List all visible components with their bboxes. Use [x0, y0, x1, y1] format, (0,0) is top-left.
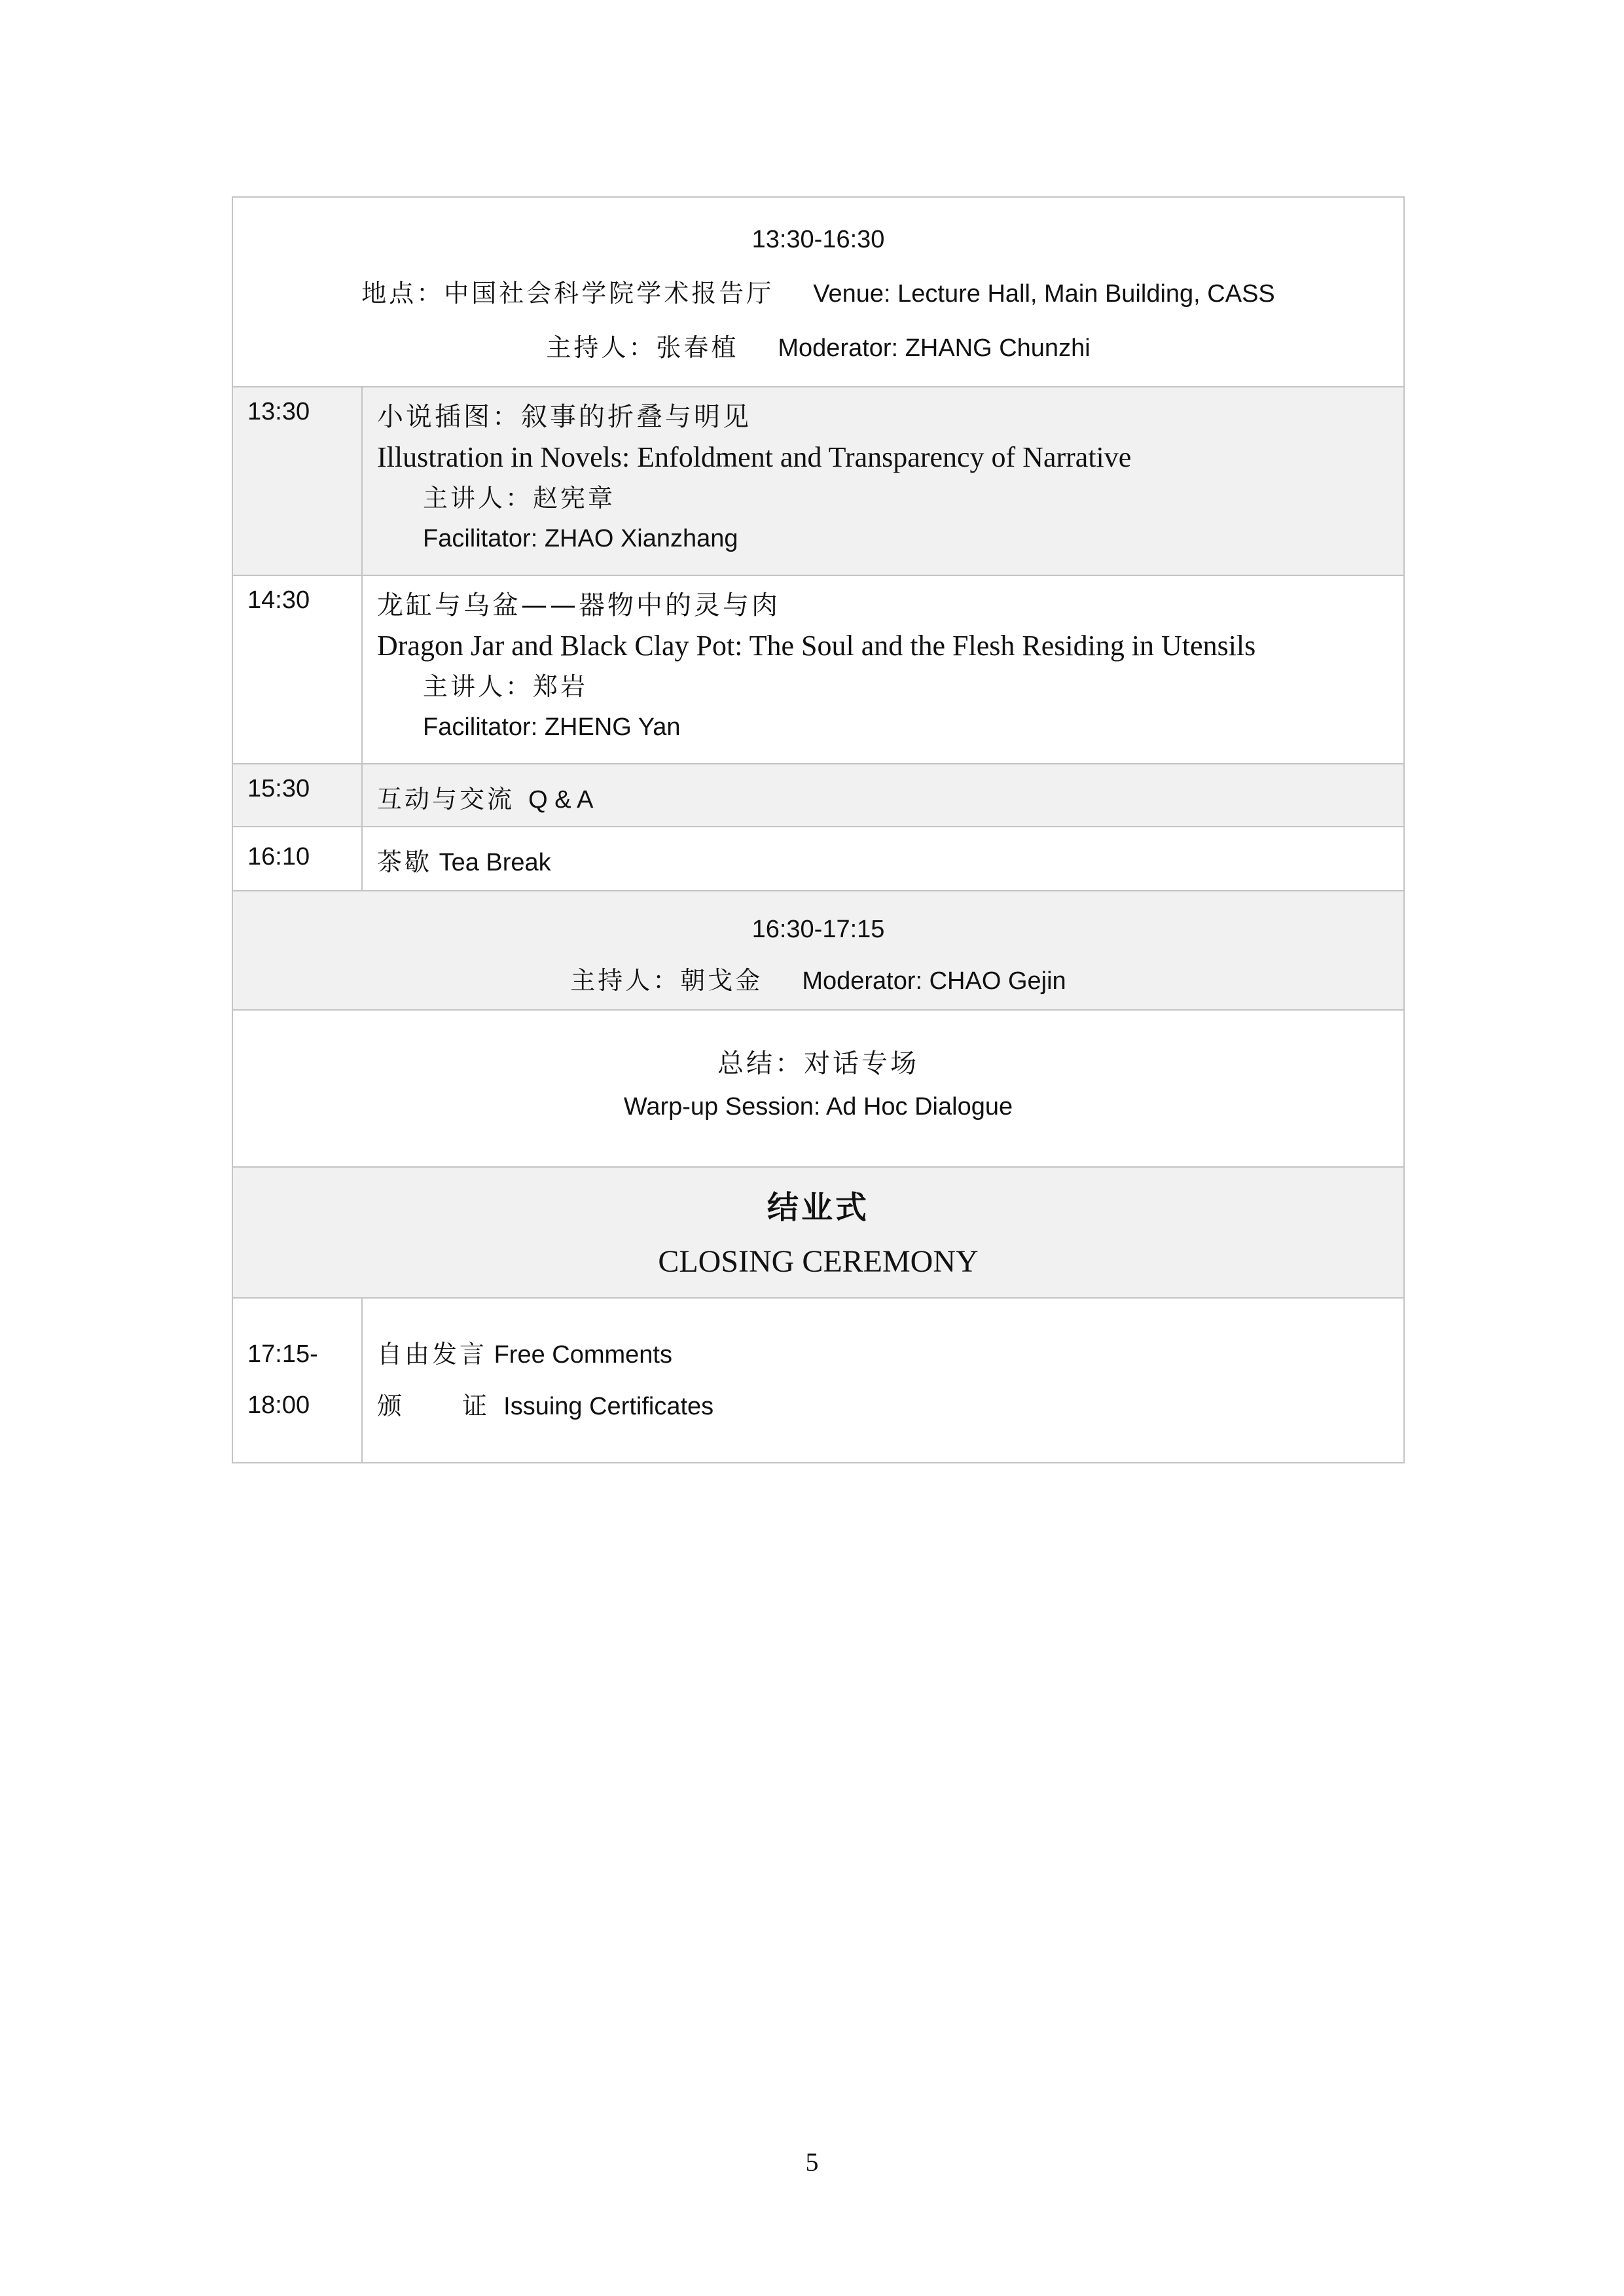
break-en: Tea Break — [439, 849, 551, 876]
speaker-en: Facilitator: ZHENG Yan — [423, 713, 681, 741]
row-time: 16:10 — [232, 827, 362, 891]
table-row — [232, 387, 1404, 575]
qa-en: Q & A — [528, 786, 594, 814]
break-zh: 茶歇 — [377, 848, 433, 876]
talk-title-en: Illustration in Novels: Enfoldment and Transparency of Narrative — [377, 441, 1132, 473]
venue-en: Venue: Lecture Hall, Main Building, CASS — [813, 280, 1275, 308]
closing-title-zh: 结业式 — [767, 1191, 869, 1225]
closing-time — [232, 1298, 362, 1463]
row-time: 14:30 — [232, 575, 362, 764]
row-content — [362, 575, 1404, 764]
talk-title-zh: 龙缸与乌盆——器物中的灵与肉 — [377, 590, 780, 620]
row-time: 13:30 — [232, 387, 362, 575]
item-certificates-zh-1: 颁 — [377, 1391, 405, 1420]
speaker-zh: 主讲人：赵宪章 — [423, 484, 616, 512]
moderator-zh: 主持人：张春植 — [546, 333, 739, 362]
row-time: 15:30 — [232, 764, 362, 827]
item-free-comments-zh: 自由发言 — [377, 1340, 488, 1369]
venue-zh: 地点：中国社会科学院学术报告厅 — [361, 279, 774, 308]
moderator-en: Moderator: CHAO Gejin — [802, 967, 1066, 995]
summary-session — [232, 1010, 1404, 1167]
page-number: 5 — [805, 2147, 819, 2177]
schedule-table — [232, 196, 1405, 1463]
closing-time-end: 18:00 — [247, 1391, 310, 1419]
moderator-zh: 主持人：朝戈金 — [570, 966, 763, 995]
summary-title-zh: 总结：对话专场 — [717, 1049, 919, 1079]
closing-items — [362, 1298, 1404, 1463]
speaker-en: Facilitator: ZHAO Xianzhang — [423, 525, 738, 552]
moderator-en: Moderator: ZHANG Chunzhi — [778, 334, 1091, 362]
session-header-late — [232, 891, 1404, 1010]
closing-time-start: 17:15- — [247, 1340, 318, 1368]
item-certificates-zh-2: 证 — [462, 1391, 490, 1420]
session-time: 16:30-17:15 — [751, 916, 885, 943]
session-time: 13:30-16:30 — [751, 226, 885, 253]
table-row — [232, 764, 1404, 827]
table-row — [232, 575, 1404, 764]
summary-title-en: Warp-up Session: Ad Hoc Dialogue — [623, 1093, 1013, 1121]
item-free-comments-en: Free Comments — [494, 1341, 672, 1369]
qa-zh: 互动与交流 — [377, 785, 515, 814]
closing-ceremony-header — [232, 1167, 1404, 1298]
talk-title-en: Dragon Jar and Black Clay Pot: The Soul and the Flesh Residing in Utensils — [377, 630, 1256, 662]
table-row — [232, 827, 1404, 891]
table-row — [232, 1298, 1404, 1463]
speaker-zh: 主讲人：郑岩 — [423, 672, 588, 701]
item-certificates-en: Issuing Certificates — [503, 1393, 714, 1420]
row-content — [362, 764, 1404, 827]
talk-title-zh: 小说插图：叙事的折叠与明见 — [377, 402, 751, 432]
row-content — [362, 387, 1404, 575]
row-content — [362, 827, 1404, 891]
session-header-afternoon — [232, 197, 1404, 387]
closing-title-en: CLOSING CEREMONY — [658, 1244, 979, 1279]
